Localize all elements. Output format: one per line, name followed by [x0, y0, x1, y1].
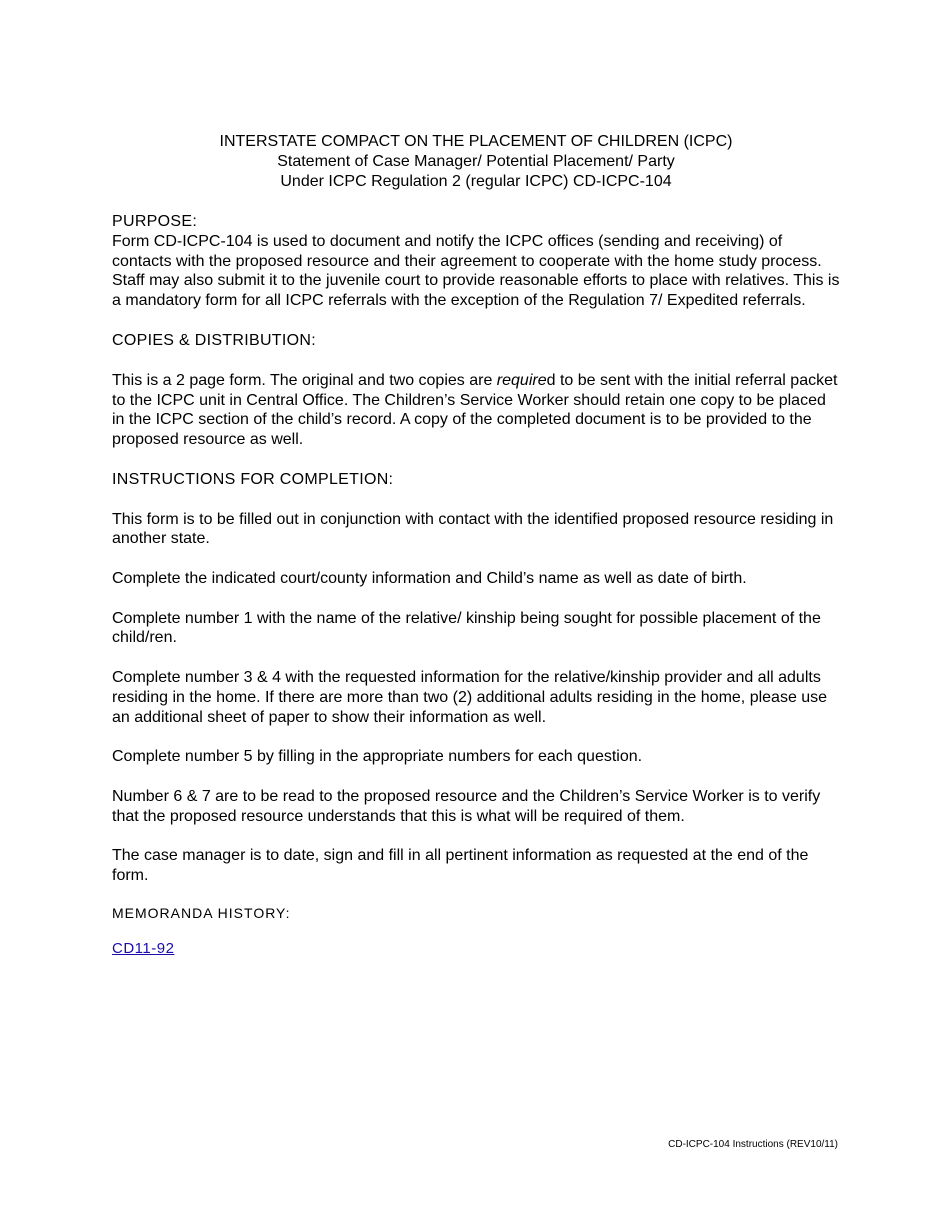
copies-text-emphasis: require: [496, 371, 547, 389]
instruction-paragraph: Complete number 5 by filling in the appropriate numbers for each question.: [112, 748, 643, 766]
document-header: [112, 132, 840, 192]
document-page: [112, 132, 840, 958]
instruction-paragraph: This form is to be filled out in conjunction with contact with the identified proposed resource residing in another state.: [112, 510, 834, 548]
page-footer: CD-ICPC-104 Instructions (REV10/11): [668, 1139, 838, 1150]
instruction-paragraph: The case manager is to date, sign and fill in all pertinent information as requested at the end of the form.: [112, 847, 809, 885]
copies-text-end: d to be sent with the initial referral packet to the ICPC unit in Central Office. The Children’s Service Worker should retain one copy to be placed in the ICPC section of the child’s record. A copy of the completed document is to be provided to the proposed resource as well.: [112, 371, 838, 448]
instruction-paragraph: Complete number 3 & 4 with the requested information for the relative/kinship provider and all adults residing in the home. If there are more than two (2) additional adults residing in the home, please use an additional sheet of paper to show their information as well.: [112, 669, 828, 726]
header-regulation: Under ICPC Regulation 2 (regular ICPC) CD-ICPC-104: [280, 173, 672, 190]
header-subtitle: Statement of Case Manager/ Potential Placement/ Party: [277, 153, 675, 170]
copies-text: [112, 371, 840, 450]
copies-heading: COPIES & DISTRIBUTION:: [112, 331, 316, 349]
copies-text-start: This is a 2 page form. The original and two copies are: [112, 371, 497, 389]
purpose-text: Form CD-ICPC-104 is used to document and notify the ICPC offices (sending and receiving) of contacts with the proposed resource and their agreement to cooperate with the home study process. Staff may also submit it to the juvenile court to provide reasonable efforts to place with relatives. This is a mandatory form for all ICPC referrals with the exception of the Regulation 7/ Expedited referrals.: [112, 233, 840, 310]
instruction-paragraph: Complete the indicated court/county information and Child’s name as well as date of birth.: [112, 570, 747, 588]
header-title: INTERSTATE COMPACT ON THE PLACEMENT OF CHILDREN (ICPC): [219, 133, 733, 150]
memoranda-heading: MEMORANDA HISTORY:: [112, 904, 291, 921]
memoranda-link[interactable]: CD11-92: [112, 939, 175, 957]
instructions-heading: INSTRUCTIONS FOR COMPLETION:: [112, 470, 394, 488]
instruction-paragraph: Number 6 & 7 are to be read to the proposed resource and the Children’s Service Worker is to verify that the proposed resource understands that this is what will be required of them.: [112, 787, 821, 825]
instruction-paragraph: Complete number 1 with the name of the relative/ kinship being sought for possible placement of the child/ren.: [112, 609, 821, 647]
purpose-heading: PURPOSE:: [112, 213, 198, 230]
